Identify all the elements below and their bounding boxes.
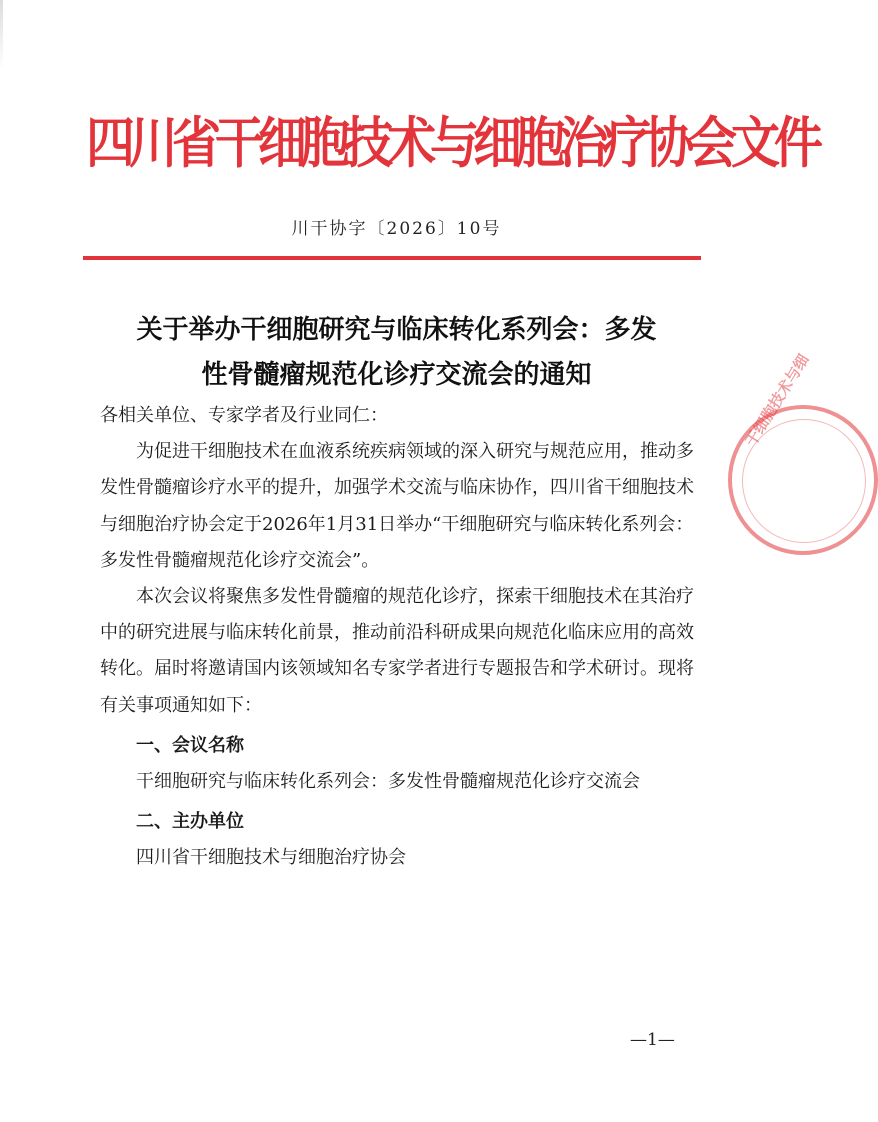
- official-seal-stamp: [728, 351, 878, 555]
- section-heading-meeting-name: 一、会议名称: [136, 734, 244, 756]
- notice-title: [70, 308, 723, 398]
- salutation: 各相关单位、专家学者及行业同仁：: [100, 405, 388, 426]
- organizer-text: 四川省干细胞技术与细胞治疗协会: [136, 847, 406, 869]
- scan-edge-shadow: [0, 0, 3, 70]
- notice-title-line-1: 关于举办干细胞研究与临床转化系列会：多发: [136, 315, 657, 345]
- document-number: 川干协字〔2026〕10号: [291, 219, 502, 239]
- meeting-name-text: 干细胞研究与临床转化系列会：多发性骨髓瘤规范化诊疗交流会: [136, 771, 640, 793]
- seal-text: 干细胞技术与细: [741, 351, 813, 450]
- red-header-title: 四川省干细胞技术与细胞治疗协会文件: [86, 111, 818, 176]
- section-heading-organizer: 二、主办单位: [136, 811, 244, 833]
- notice-body: [100, 398, 700, 877]
- paragraph-overview: 本次会议将聚焦多发性骨髓瘤的规范化诊疗，探索干细胞技术在其治疗中的研究进展与临床转化前景，推动前沿科研成果向规范化临床应用的高效转化。届时将邀请国内该领域知名专家学者进行专题报告和学术研讨。现将有关事项通知如下：: [100, 586, 694, 716]
- page-number: —1—: [630, 1030, 675, 1050]
- red-divider-line: [83, 256, 701, 260]
- notice-title-line-2: 性骨髓瘤规范化诊疗交流会的通知: [201, 360, 592, 390]
- paragraph-purpose: 为促进干细胞技术在血液系统疾病领域的深入研究与规范应用，推动多发性骨髓瘤诊疗水平的提升，加强学术交流与临床协作，四川省干细胞技术与细胞治疗协会定于2026年1月31日举办“干细胞研究与临床转化系列会：多发性骨髓瘤规范化诊疗交流会”。: [100, 441, 694, 571]
